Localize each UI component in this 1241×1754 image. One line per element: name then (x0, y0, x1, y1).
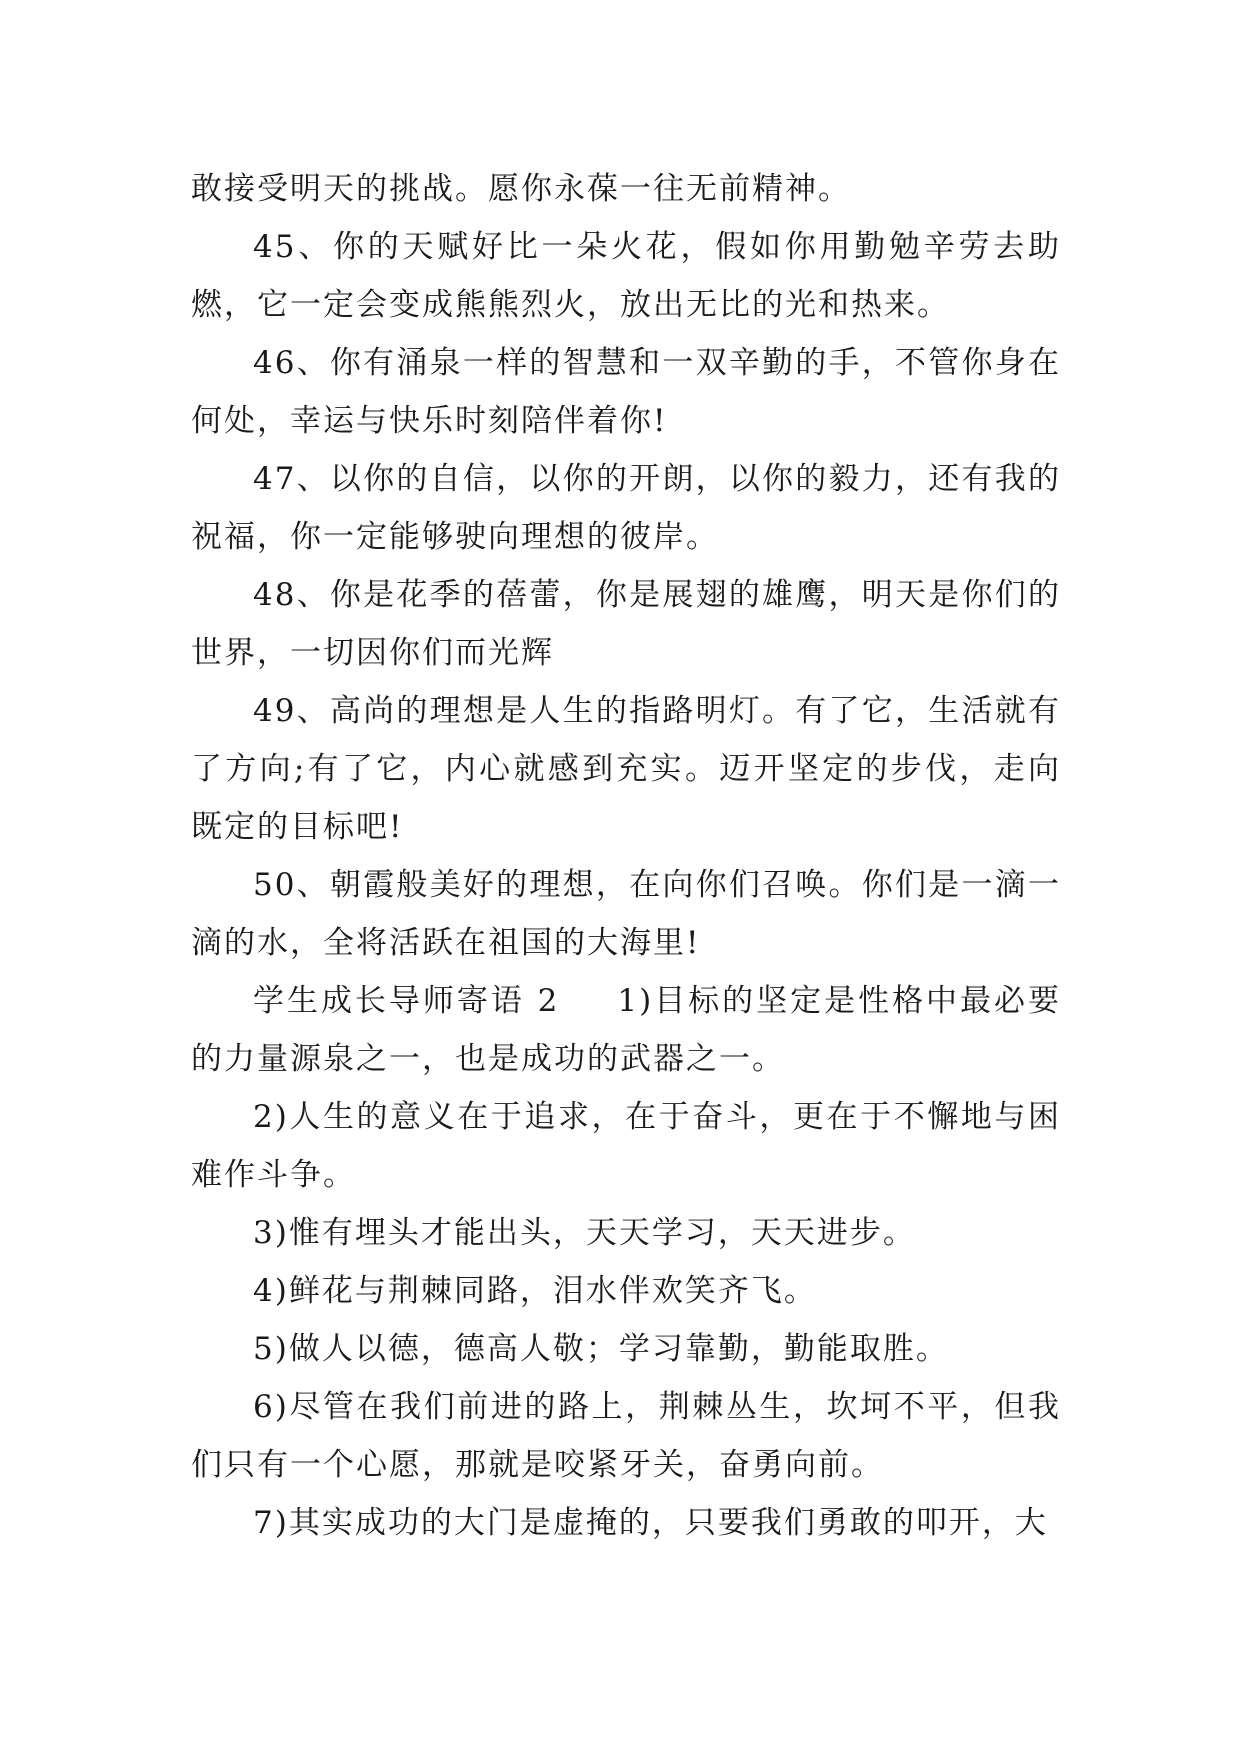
paragraph-48: 48、你是花季的蓓蕾，你是展翅的雄鹰，明天是你们的世界，一切因你们而光辉 (191, 577, 1061, 671)
section-heading-paragraph (191, 972, 1061, 1088)
item-3: 3)惟有埋头才能出头，天天学习，天天进步。 (253, 1215, 916, 1251)
paragraph-45: 45、你的天赋好比一朵火花，假如你用勤勉辛劳去助燃，它一定会变成熊熊烈火，放出无比的光和热来。 (191, 229, 1061, 323)
document-body (191, 160, 1061, 1552)
item-2: 2)人生的意义在于追求，在于奋斗，更在于不懈地与困难作斗争。 (191, 1099, 1061, 1193)
paragraph-50: 50、朝霞般美好的理想，在向你们召唤。你们是一滴一滴的水，全将活跃在祖国的大海里! (191, 867, 1061, 961)
item-1: 1)目标的坚定是性格中最必要的力量源泉之一，也是成功的武器之一。 (191, 983, 1061, 1077)
item-6: 6)尽管在我们前进的路上，荆棘丛生，坎坷不平，但我们只有一个心愿，那就是咬紧牙关，奋勇向前。 (191, 1389, 1061, 1483)
item-4: 4)鲜花与荆棘同路，泪水伴欢笑齐飞。 (253, 1273, 817, 1309)
section-heading: 学生成长导师寄语 2 (253, 983, 560, 1019)
paragraph-47: 47、以你的自信，以你的开朗，以你的毅力，还有我的祝福，你一定能够驶向理想的彼岸。 (191, 461, 1061, 555)
paragraph-46: 46、你有涌泉一样的智慧和一双辛勤的手，不管你身在何处，幸运与快乐时刻陪伴着你! (191, 345, 1061, 439)
paragraph-continuation: 敢接受明天的挑战。愿你永葆一往无前精神。 (191, 171, 851, 207)
paragraph-49: 49、高尚的理想是人生的指路明灯。有了它，生活就有了方向;有了它，内心就感到充实。迈开坚定的步伐，走向既定的目标吧! (191, 693, 1061, 845)
item-7: 7)其实成功的大门是虚掩的，只要我们勇敢的叩开，大 (253, 1505, 1048, 1541)
item-5: 5)做人以德，德高人敬；学习靠勤，勤能取胜。 (253, 1331, 949, 1367)
